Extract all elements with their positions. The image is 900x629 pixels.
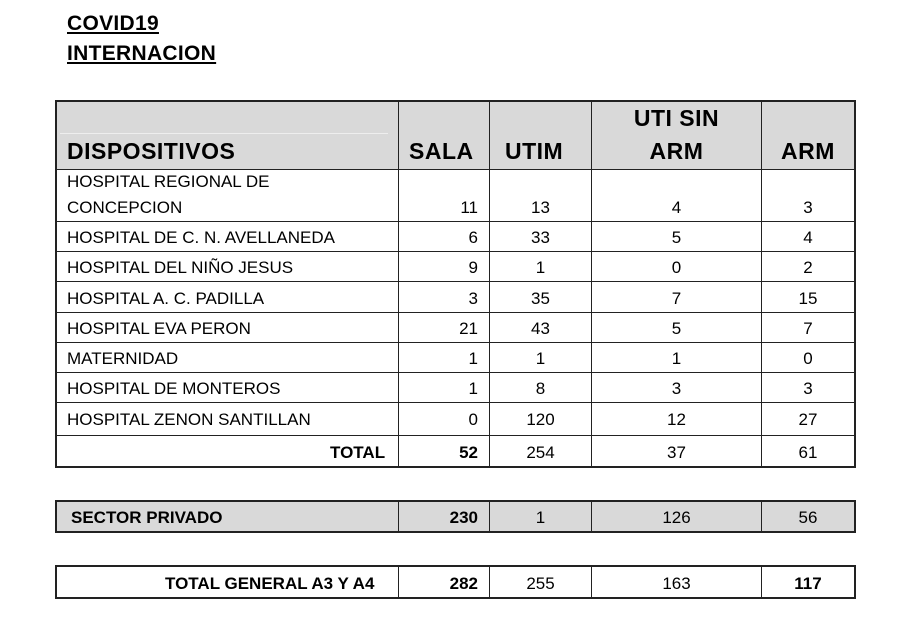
cell-sala: 6 <box>468 228 478 247</box>
row-name: HOSPITAL A. C. PADILLA <box>67 289 265 308</box>
total-utim: 254 <box>526 443 555 462</box>
cell-arm: 2 <box>803 258 813 277</box>
cell-uti: 5 <box>671 228 682 247</box>
cell-sala: 21 <box>459 319 478 338</box>
total-uti: 37 <box>667 443 686 462</box>
cell-arm: 0 <box>803 349 813 368</box>
tg-border-left <box>55 565 57 599</box>
row-sep-4 <box>55 312 856 313</box>
cell-uti: 12 <box>667 410 686 429</box>
cell-arm: 3 <box>803 198 813 217</box>
sp-border-left <box>55 500 57 533</box>
cell-sala: 0 <box>468 410 478 429</box>
header-utim: UTIM <box>505 138 564 164</box>
cell-uti: 0 <box>671 258 682 277</box>
row-name-cont: CONCEPCION <box>67 198 183 217</box>
row-name: HOSPITAL ZENON SANTILLAN <box>67 410 311 429</box>
cell-utim: 35 <box>531 289 550 308</box>
cell-arm: 27 <box>798 410 818 429</box>
sector-privado-uti: 126 <box>662 508 691 527</box>
cell-sala: 9 <box>468 258 478 277</box>
cell-utim: 8 <box>535 379 546 398</box>
header-arm: ARM <box>781 138 835 164</box>
sp-border-top <box>55 500 856 502</box>
row-name: HOSPITAL DE MONTEROS <box>67 379 281 398</box>
cell-sala: 1 <box>468 349 478 368</box>
header-sala: SALA <box>409 138 474 164</box>
cell-utim: 33 <box>531 228 550 247</box>
row-sep-1 <box>55 221 856 222</box>
cell-utim: 120 <box>526 410 555 429</box>
row-name: MATERNIDAD <box>67 349 179 368</box>
cell-arm: 3 <box>803 379 813 398</box>
title-covid19: COVID19 <box>67 12 159 35</box>
sector-privado-label: SECTOR PRIVADO <box>71 508 223 527</box>
cell-arm: 7 <box>803 319 813 338</box>
total-general-arm: 117 <box>794 574 822 593</box>
sector-privado-sala: 230 <box>449 508 478 527</box>
row-sep-7 <box>55 402 856 403</box>
table-border-left <box>55 100 57 467</box>
cell-uti: 7 <box>671 289 682 308</box>
row-name: HOSPITAL DEL NIÑO JESUS <box>67 258 294 277</box>
total-label: TOTAL <box>330 443 386 462</box>
cell-utim: 43 <box>531 319 550 338</box>
tg-border-right <box>854 565 856 599</box>
table-border-header-bottom <box>55 169 856 170</box>
row-sep-2 <box>55 251 856 252</box>
row-name: HOSPITAL DE C. N. AVELLANEDA <box>67 228 335 247</box>
row-sep-5 <box>55 342 856 343</box>
cell-sala: 3 <box>468 289 478 308</box>
cell-sala: 1 <box>468 379 478 398</box>
total-sala: 52 <box>459 443 478 462</box>
header-uti-line1: UTI SIN <box>633 105 720 131</box>
col-sep-1 <box>398 100 399 467</box>
table-border-bottom <box>55 466 856 468</box>
cell-uti: 3 <box>671 379 682 398</box>
header-uti-line2: ARM <box>649 138 704 164</box>
total-general-label: TOTAL GENERAL A3 Y A4 <box>165 574 375 593</box>
sector-privado-arm: 56 <box>798 508 818 527</box>
tg-col-sep-1 <box>398 565 399 599</box>
sp-border-right <box>854 500 856 533</box>
cell-utim: 1 <box>535 349 546 368</box>
cell-uti: 1 <box>671 349 682 368</box>
cell-arm: 4 <box>803 228 813 247</box>
cell-uti: 5 <box>671 319 682 338</box>
row-sep-3 <box>55 281 856 282</box>
header-inner-line <box>60 133 388 134</box>
total-general-sala: 282 <box>449 574 478 593</box>
table-border-right <box>854 100 856 467</box>
header-dispositivos: DISPOSITIVOS <box>67 138 236 164</box>
cell-sala: 11 <box>460 198 478 217</box>
cell-utim: 13 <box>531 198 550 217</box>
total-general-utim: 255 <box>526 574 555 593</box>
sp-col-sep-1 <box>398 500 399 533</box>
cell-utim: 1 <box>535 258 546 277</box>
tg-border-bottom <box>55 597 856 599</box>
row-name: HOSPITAL REGIONAL DE <box>67 172 270 191</box>
sector-privado-utim: 1 <box>535 508 546 527</box>
total-arm: 61 <box>798 443 818 462</box>
row-sep-total <box>55 435 856 436</box>
table-border-top <box>55 100 856 102</box>
cell-uti: 4 <box>671 198 682 217</box>
title-internacion: INTERNACION <box>67 42 217 65</box>
row-name: HOSPITAL EVA PERON <box>67 319 251 338</box>
cell-arm: 15 <box>798 289 818 308</box>
sp-border-bottom <box>55 531 856 533</box>
tg-border-top <box>55 565 856 567</box>
row-sep-6 <box>55 372 856 373</box>
total-general-uti: 163 <box>662 574 691 593</box>
